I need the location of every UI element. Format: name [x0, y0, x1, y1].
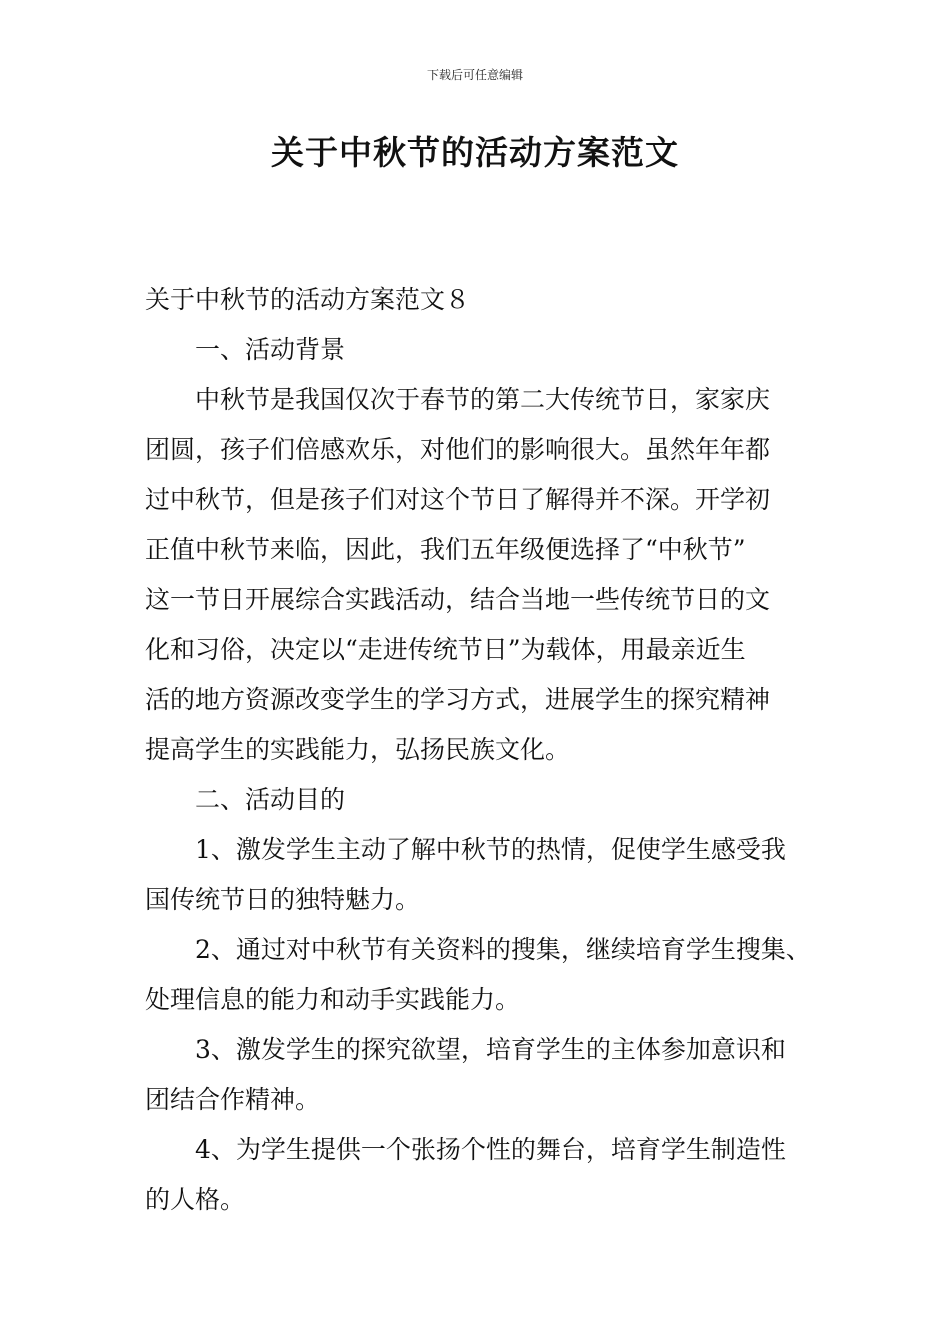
text-line: 中秋节是我国仅次于春节的第二大传统节日，家家庆 — [195, 385, 771, 414]
text-line: 一、活动背景 — [195, 335, 346, 364]
text-line: 团结合作精神。 — [145, 1085, 321, 1114]
text-line: 过中秋节，但是孩子们对这个节日了解得并不深。开学初 — [145, 485, 771, 514]
text-line: 1、激发学生主动了解中秋节的热情，促使学生感受我 — [195, 835, 786, 864]
text-line: 化和习俗，决定以“走进传统节日”为载体，用最亲近生 — [145, 635, 746, 664]
text-line: 提高学生的实践能力，弘扬民族文化。 — [145, 735, 571, 764]
document-body — [145, 280, 815, 1230]
text-line: 处理信息的能力和动手实践能力。 — [145, 985, 521, 1014]
text-line: 的人格。 — [145, 1185, 246, 1214]
header-note: 下载后可任意编辑 — [426, 68, 523, 82]
text-line: 关于中秋节的活动方案范文８ — [145, 285, 471, 314]
text-line: 二、活动目的 — [195, 785, 346, 814]
text-line: 国传统节日的独特魅力。 — [145, 885, 421, 914]
text-line: 活的地方资源改变学生的学习方式，进展学生的探究精神 — [145, 685, 771, 714]
text-line: 2、通过对中秋节有关资料的搜集，继续培育学生搜集、 — [195, 935, 811, 964]
text-line: 4、为学生提供一个张扬个性的舞台，培育学生制造性 — [195, 1135, 786, 1164]
text-line: 3、激发学生的探究欲望，培育学生的主体参加意识和 — [195, 1035, 786, 1064]
text-line: 正值中秋节来临，因此，我们五年级便选择了“中秋节” — [145, 535, 746, 564]
document-title: 关于中秋节的活动方案范文 — [271, 133, 679, 172]
text-line: 团圆，孩子们倍感欢乐，对他们的影响很大。虽然年年都 — [145, 435, 771, 464]
text-line: 这一节日开展综合实践活动，结合当地一些传统节日的文 — [145, 585, 771, 614]
